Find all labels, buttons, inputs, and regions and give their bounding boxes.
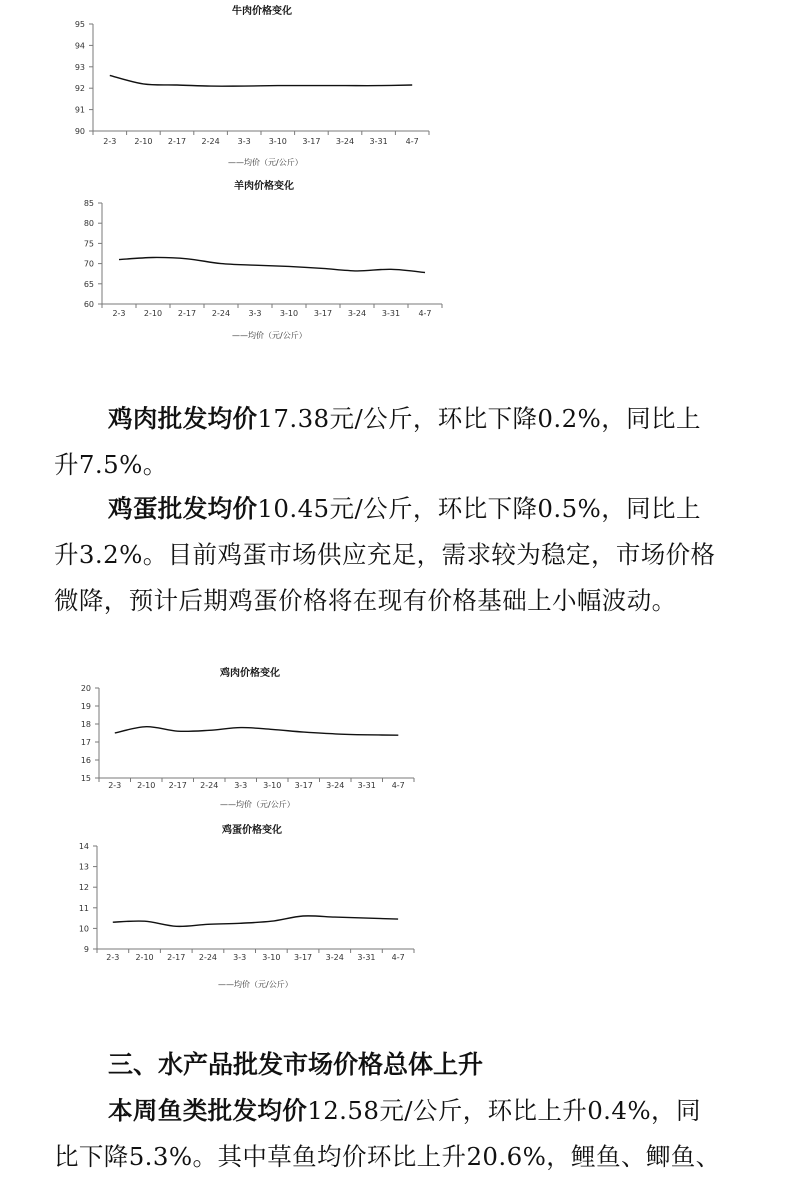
beef-y-tick-label: 91: [74, 105, 85, 115]
mutton-y-tick-label: 70: [83, 259, 94, 269]
chicken-x-tick-label: 2-3: [108, 781, 122, 790]
mutton-x-tick-label: 3-24: [347, 309, 367, 318]
chicken-y-tick-label: 19: [80, 702, 91, 711]
beef-x-tick-label: 2-10: [134, 137, 153, 146]
egg-x-tick-label: 3-10: [262, 953, 281, 962]
chicken-series-line: [115, 727, 399, 736]
mutton-legend: ——均价（元/公斤）: [232, 331, 307, 340]
mutton-x-tick-label: 2-10: [143, 309, 163, 318]
egg-x-tick-label: 2-10: [135, 953, 154, 962]
mutton-y-tick-label: 85: [83, 199, 94, 208]
mutton-x-tick-label: 4-7: [418, 309, 432, 318]
fish-paragraph: [54, 1088, 754, 1180]
beef-y-tick-label: 95: [74, 20, 85, 29]
beef-x-tick-label: 4-7: [405, 137, 419, 146]
fish-line-1: 12.58元/公斤，环比上升0.4%，同: [307, 1096, 701, 1125]
egg-series-line: [113, 916, 398, 927]
chicken-x-tick-label: 4-7: [391, 781, 405, 790]
chicken-line-2: 升7.5%。: [54, 450, 168, 479]
beef-x-tick-label: 3-17: [302, 137, 321, 146]
beef-x-tick-label: 3-31: [369, 137, 388, 146]
section-heading: 三、水产品批发市场价格总体上升: [108, 1050, 484, 1079]
egg-price-chart: [0, 820, 798, 1000]
fish-line-2: 比下降5.3%。其中草鱼均价环比上升20.6%，鲤鱼、鲫鱼、: [54, 1142, 721, 1171]
chicken-lead: 鸡肉批发均价: [108, 404, 258, 433]
beef-y-tick-label: 92: [74, 84, 85, 94]
beef-y-tick-label: 94: [74, 41, 85, 51]
mutton-x-tick-label: 3-17: [313, 309, 333, 318]
mutton-price-chart: [0, 178, 798, 348]
egg-y-tick-label: 14: [78, 842, 89, 851]
chicken-chart-svg: [0, 664, 798, 814]
chicken-y-tick-label: 18: [80, 720, 91, 729]
beef-x-tick-label: 3-24: [335, 137, 355, 146]
egg-paragraph: [54, 486, 754, 624]
mutton-y-tick-label: 65: [83, 279, 94, 289]
beef-x-tick-label: 3-3: [237, 137, 251, 146]
beef-chart-title: 牛肉价格变化: [232, 6, 292, 17]
chicken-x-tick-label: 3-3: [234, 781, 248, 790]
beef-y-tick-label: 90: [74, 127, 85, 136]
beef-x-tick-label: 2-3: [103, 137, 117, 146]
egg-line-2: 升3.2%。目前鸡蛋市场供应充足，需求较为稳定，市场价格: [54, 540, 716, 569]
chicken-y-tick-label: 15: [80, 774, 91, 783]
chicken-legend: ——均价（元/公斤）: [220, 800, 295, 809]
egg-y-tick-label: 10: [78, 924, 89, 934]
beef-price-chart: [0, 0, 798, 180]
egg-line-3: 微降，预计后期鸡蛋价格将在现有价格基础上小幅波动。: [54, 586, 677, 615]
chicken-x-tick-label: 3-17: [294, 781, 313, 790]
egg-y-tick-label: 12: [78, 883, 89, 893]
fish-lead: 本周鱼类批发均价: [108, 1096, 308, 1125]
egg-x-tick-label: 3-31: [357, 953, 376, 962]
chicken-y-tick-label: 16: [80, 756, 91, 765]
beef-y-tick-label: 93: [74, 62, 85, 72]
beef-x-tick-label: 2-24: [201, 137, 220, 146]
chicken-y-tick-label: 17: [80, 738, 91, 747]
beef-x-tick-label: 3-10: [268, 137, 287, 146]
egg-y-tick-label: 11: [78, 903, 89, 913]
chicken-x-tick-label: 2-10: [137, 781, 156, 790]
chicken-chart-title: 鸡肉价格变化: [220, 668, 280, 679]
mutton-chart-svg: [0, 178, 798, 348]
mutton-x-tick-label: 3-3: [248, 309, 262, 318]
egg-chart-svg: [0, 820, 798, 1000]
mutton-y-tick-label: 60: [83, 300, 94, 309]
chicken-y-tick-label: 20: [80, 684, 91, 693]
beef-legend: ——均价（元/公斤）: [228, 158, 303, 167]
mutton-series-line: [119, 257, 425, 272]
mutton-y-tick-label: 80: [83, 219, 94, 229]
egg-x-tick-label: 2-24: [198, 953, 218, 962]
mutton-y-tick-label: 75: [83, 239, 94, 249]
chicken-x-tick-label: 2-17: [168, 781, 187, 790]
egg-x-tick-label: 2-3: [106, 953, 120, 962]
egg-line-1: 10.45元/公斤，环比下降0.5%，同比上: [257, 494, 701, 523]
chicken-x-tick-label: 3-24: [326, 781, 345, 790]
mutton-x-tick-label: 3-10: [279, 309, 299, 318]
beef-chart-svg: [0, 0, 798, 180]
chicken-x-tick-label: 3-10: [263, 781, 282, 790]
egg-legend: ——均价（元/公斤）: [218, 980, 293, 989]
chicken-x-tick-label: 2-24: [200, 781, 219, 790]
egg-x-tick-label: 3-24: [325, 953, 344, 962]
chicken-x-tick-label: 3-31: [357, 781, 376, 790]
mutton-x-tick-label: 3-31: [381, 309, 401, 318]
egg-x-tick-label: 4-7: [391, 953, 405, 962]
egg-y-tick-label: 13: [78, 862, 89, 872]
beef-x-tick-label: 2-17: [167, 137, 187, 146]
egg-x-tick-label: 3-17: [293, 953, 313, 962]
egg-lead: 鸡蛋批发均价: [108, 494, 258, 523]
mutton-x-tick-label: 2-17: [177, 309, 197, 318]
chicken-price-chart: [0, 664, 798, 814]
egg-x-tick-label: 3-3: [233, 953, 247, 962]
egg-chart-title: 鸡蛋价格变化: [222, 825, 282, 836]
egg-y-tick-label: 9: [83, 945, 89, 954]
chicken-paragraph: [54, 396, 754, 488]
egg-x-tick-label: 2-17: [167, 953, 186, 962]
beef-series-line: [110, 75, 412, 86]
mutton-x-tick-label: 2-24: [211, 309, 231, 318]
mutton-x-tick-label: 2-3: [112, 309, 126, 318]
mutton-chart-title: 羊肉价格变化: [234, 181, 294, 192]
chicken-line-1: 17.38元/公斤，环比下降0.2%，同比上: [257, 404, 701, 433]
